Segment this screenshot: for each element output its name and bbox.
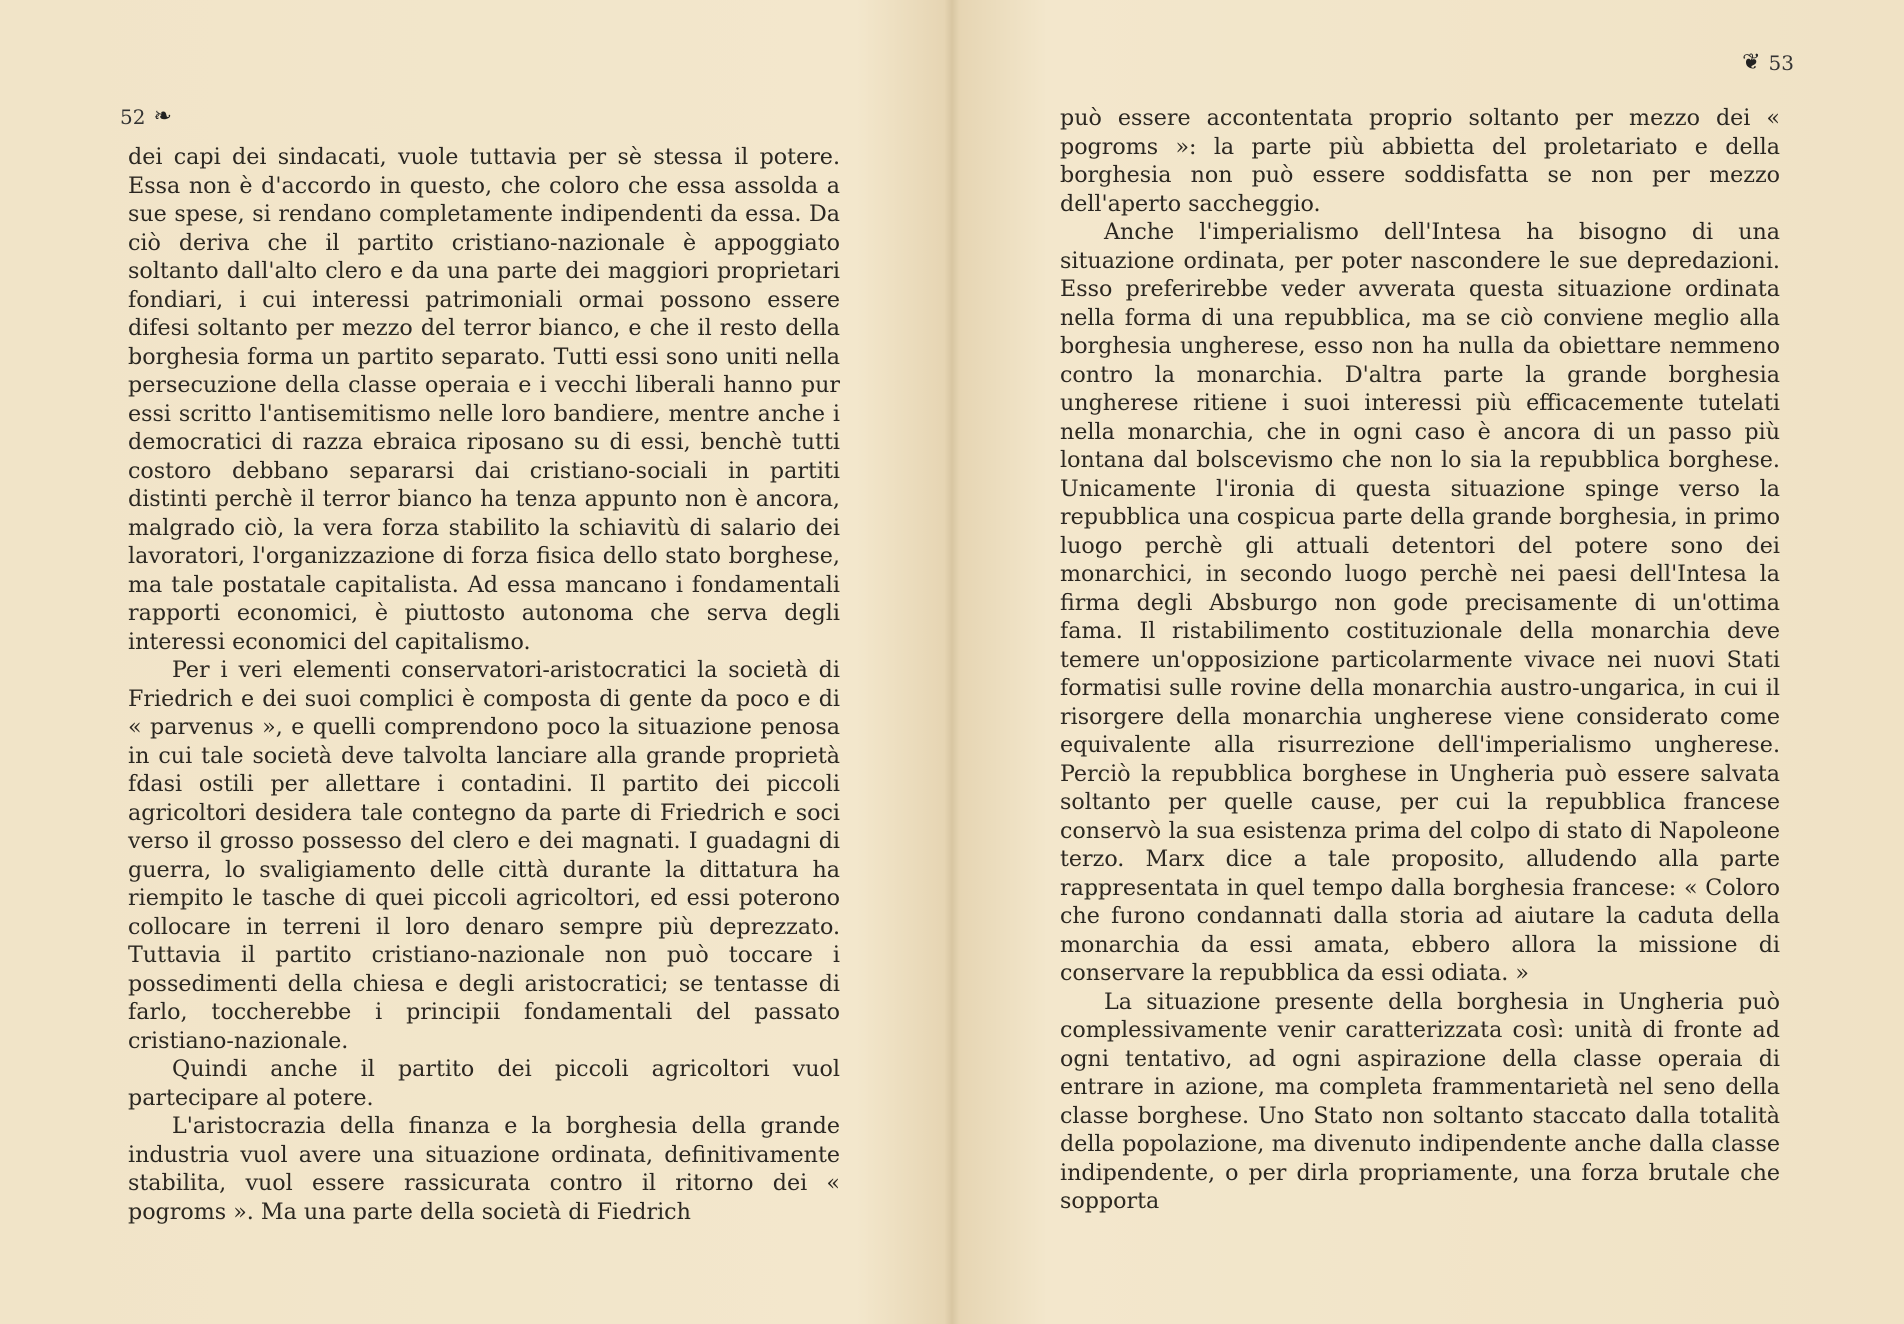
page-number-right: 53	[1768, 50, 1794, 75]
paragraph: Anche l'imperialismo dell'Intesa ha bisogno di una situazione ordinata, per poter nascondere le sue depredazioni. Esso preferirebbe veder avverata questa situazione ordinata nella forma di una repubblica, ma se ciò conviene meglio alla borghesia ungherese, esso non ha nulla da obiettare nemmeno contro la monarchia. D'altra parte la grande borghesia ungherese ritiene i suoi interessi più efficacemente tutelati nella monarchia, che in ogni caso è ancora di un passo più lontana dal bolscevismo che non lo sia la repubblica borghese. Unicamente l'ironia di questa situazione spinge verso la repubblica una cospicua parte della grande borghesia, in primo luogo perchè gli attuali detentori del potere sono dei monarchici, in secondo luogo perchè nei paesi dell'Intesa la firma degli Absburgo non gode precisamente di un'ottima fama. Il ristabilimento costituzionale della monarchia deve temere un'opposizione particolarmente vivace nei nuovi Stati formatisi sulle rovine della monarchia austro-ungarica, in cui il risorgere della monarchia ungherese viene considerato come equivalente alla risurrezione dell'imperialismo ungherese. Perciò la repubblica borghese in Ungheria può essere salvata soltanto per quelle cause, per cui la repubblica francese conservò la sua esistenza prima del colpo di stato di Napoleone terzo. Marx dice a tale proposito, alludendo alla parte rappresentata in quel tempo dalla borghesia francese: « Coloro che furono condannati dalla storia ad aiutare la caduta della monarchia da essi amata, ebbero allora la missione di conservare la repubblica da essi odiata. »	[1060, 219, 1780, 986]
left-page-body	[128, 143, 840, 1226]
right-page-header	[1742, 50, 1794, 75]
right-page	[952, 0, 1904, 1324]
paragraph: dei capi dei sindacati, vuole tuttavia per sè stessa il potere. Essa non è d'accordo in questo, che coloro che essa assolda a sue spese, si rendano completamente indipendenti da essa. Da ciò deriva che il partito cristiano-nazionale è appoggiato soltanto dall'alto clero e da una parte dei maggiori proprietari fondiari, i cui interessi patrimoniali ormai possono essere difesi soltanto per mezzo del terror bianco, e che il resto della borghesia forma un partito separato. Tutti essi sono uniti nella persecuzione della classe operaia e i vecchi liberali hanno pur essi scritto l'antisemitismo nelle loro bandiere, mentre anche i democratici di razza ebraica riposano su di essi, benchè tutti costoro debbano separarsi dai cristiano-sociali in partiti distinti perchè il terror bianco ha tenza appunto non è ancora, malgrado ciò, la vera forza stabilito la schiavitù di salario dei lavoratori, l'organizzazione di forza fisica dello stato borghese, ma tale postatale capitalista. Ad essa mancano i fondamentali rapporti economici, è piuttosto autonoma che serva degli interessi economici del capitalismo.	[128, 144, 840, 655]
left-page-header	[120, 104, 172, 129]
right-page-body	[1060, 104, 1780, 1216]
paragraph: Quindi anche il partito dei piccoli agricoltori vuol partecipare al potere.	[128, 1056, 840, 1111]
page-number-left: 52	[120, 104, 146, 129]
fleuron-ornament-icon: ❧	[153, 104, 172, 129]
fleuron-ornament-icon: ❦	[1742, 50, 1761, 75]
paragraph: Per i veri elementi conservatori-aristocratici la società di Friedrich e dei suoi complici è composta di gente da poco e di « parvenus », e quelli comprendono poco la situazione penosa in cui tale società deve talvolta lanciare alla grande proprietà fdasi ostili per allettare i contadini. Il partito dei piccoli agricoltori desidera tale contegno da parte di Friedrich e soci verso il grosso possesso del clero e dei magnati. I guadagni di guerra, lo svaligiamento delle città durante la dittatura ha riempito le tasche di quei piccoli agricoltori, ed essi poterono collocare in terreni il loro denaro sempre più deprezzato. Tuttavia il partito cristiano-nazionale non può toccare i possedimenti della chiesa e degli aristocratici; se tentasse di farlo, toccherebbe i principii fondamentali del passato cristiano-nazionale.	[128, 657, 840, 1054]
paragraph: può essere accontentata proprio soltanto per mezzo dei « pogroms »: la parte più abbietta del proletariato e della borghesia non può essere soddisfatta se non per mezzo dell'aperto saccheggio.	[1060, 105, 1780, 217]
paragraph: L'aristocrazia della finanza e la borghesia della grande industria vuol avere una situazione ordinata, definitivamente stabilita, vuol essere rassicurata contro il ritorno dei « pogroms ». Ma una parte della società di Fiedrich	[128, 1113, 840, 1225]
paragraph: La situazione presente della borghesia in Ungheria può complessivamente venir caratterizzata così: unità di fronte ad ogni tentativo, ad ogni aspirazione della classe operaia di entrare in azione, ma completa frammentarietà nel seno della classe borghese. Uno Stato non soltanto staccato dalla totalità della popolazione, ma divenuto indipendente anche dalla classe indipendente, o per dirla propriamente, una forza brutale che sopporta	[1060, 988, 1780, 1214]
